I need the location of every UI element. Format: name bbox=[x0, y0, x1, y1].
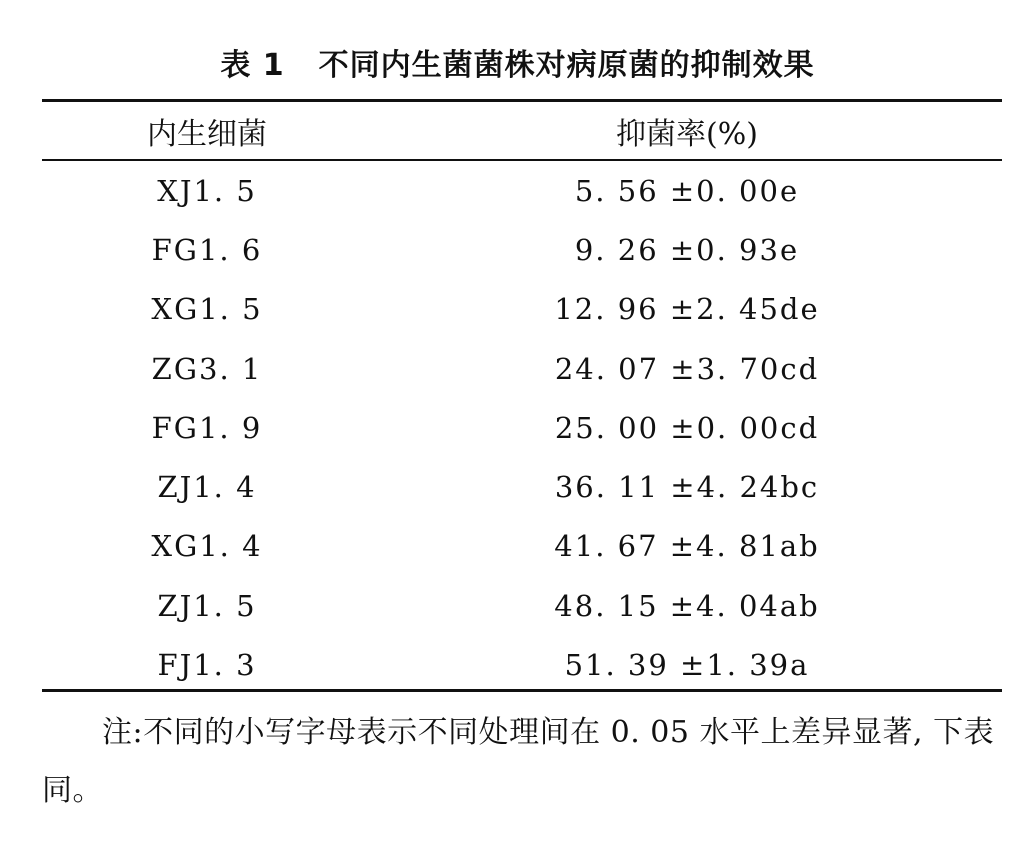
table-title: 不同内生菌菌株对病原菌的抑制效果 bbox=[318, 48, 815, 83]
table-row bbox=[42, 339, 1002, 398]
inhibition-rate-cell: 9. 26 ±0. 93e bbox=[574, 232, 800, 267]
inhibition-rate-cell: 25. 00 ±0. 00cd bbox=[554, 410, 820, 445]
table-row bbox=[42, 635, 1002, 694]
strain-cell: ZJ1. 5 bbox=[157, 588, 257, 623]
table-body bbox=[42, 161, 1002, 695]
inhibition-rate-cell: 36. 11 ±4. 24bc bbox=[554, 470, 820, 505]
inhibition-rate-cell: 51. 39 ±1. 39a bbox=[564, 648, 810, 683]
strain-cell: XG1. 5 bbox=[151, 292, 263, 327]
strain-cell: FJ1. 3 bbox=[157, 648, 257, 683]
table-number: 表 1 bbox=[220, 48, 285, 83]
column-header-strain: 内生细菌 bbox=[147, 116, 267, 152]
strain-cell: FG1. 6 bbox=[151, 232, 263, 267]
inhibition-rate-cell: 48. 15 ±4. 04ab bbox=[554, 588, 820, 623]
strain-cell: ZJ1. 4 bbox=[157, 470, 257, 505]
table-row bbox=[42, 457, 1002, 516]
strain-cell: FG1. 9 bbox=[151, 410, 263, 445]
table-header-row bbox=[42, 102, 1002, 159]
inhibition-rate-cell: 24. 07 ±3. 70cd bbox=[554, 351, 820, 386]
strain-cell: ZG3. 1 bbox=[151, 351, 263, 386]
table-caption bbox=[0, 42, 1035, 90]
table-row bbox=[42, 576, 1002, 635]
inhibition-rate-cell: 5. 56 ±0. 00e bbox=[574, 173, 800, 208]
strain-cell: XJ1. 5 bbox=[157, 173, 257, 208]
column-header-inhibition-rate: 抑菌率(%) bbox=[616, 116, 758, 152]
table-footnote: 注:不同的小写字母表示不同处理间在 0. 05 水平上差异显著, 下表同。 bbox=[42, 715, 995, 808]
strain-cell: XG1. 4 bbox=[151, 529, 263, 564]
inhibition-rate-cell: 12. 96 ±2. 45de bbox=[554, 292, 820, 327]
table-row bbox=[42, 398, 1002, 457]
table-row bbox=[42, 220, 1002, 279]
table-row bbox=[42, 280, 1002, 339]
table-row bbox=[42, 161, 1002, 220]
inhibition-rate-cell: 41. 67 ±4. 81ab bbox=[554, 529, 820, 564]
inhibition-table bbox=[42, 102, 1002, 683]
table-row bbox=[42, 517, 1002, 576]
